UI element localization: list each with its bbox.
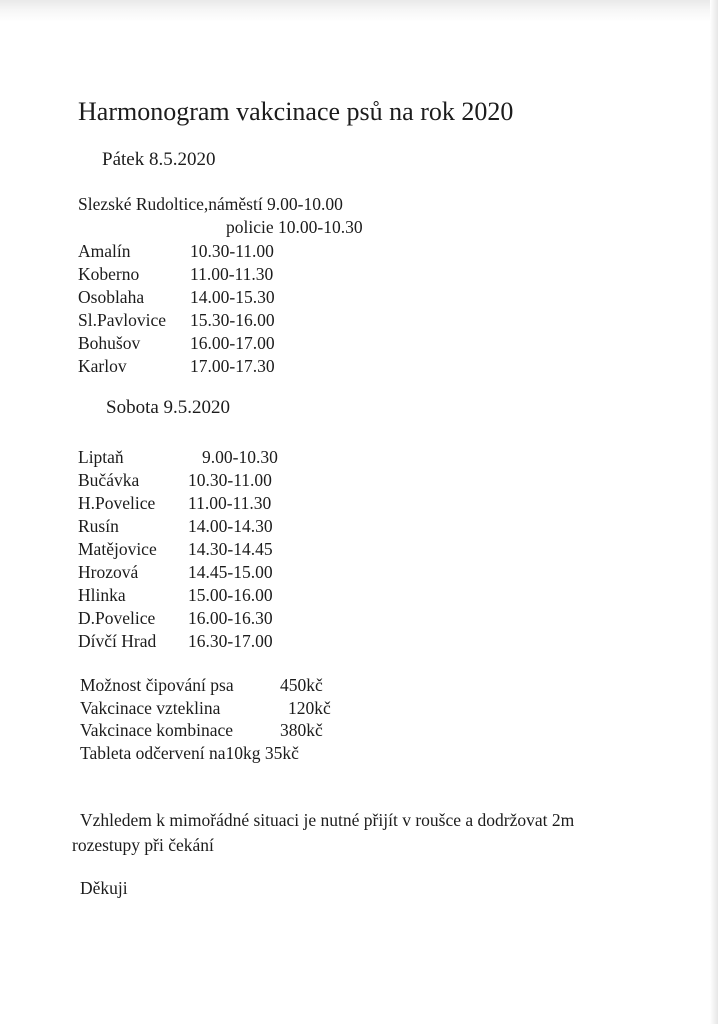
schedule-row — [78, 630, 278, 653]
price-label: Možnost čipování psa — [80, 675, 234, 695]
price-row — [80, 742, 331, 765]
schedule-time: 11.00-11.30 — [188, 493, 272, 513]
schedule-place: Hrozová — [78, 562, 139, 582]
schedule-row — [78, 538, 278, 561]
schedule-row — [78, 286, 275, 309]
schedule-place: Sl.Pavlovice — [78, 310, 166, 330]
schedule-row — [78, 446, 278, 469]
schedule-time: 9.00-10.30 — [202, 447, 278, 467]
schedule-place: Liptaň — [78, 447, 124, 467]
price-row — [80, 674, 331, 697]
schedule-row — [78, 492, 278, 515]
price-label: Tableta odčervení na10kg — [80, 742, 261, 763]
day1-second-line: policie 10.00-10.30 — [226, 217, 363, 237]
schedule-row — [78, 309, 275, 332]
day2-schedule — [78, 446, 278, 653]
notice-paragraph — [72, 808, 672, 858]
schedule-time: 11.00-11.30 — [190, 264, 274, 284]
schedule-row — [78, 263, 275, 286]
price-value: 120kč — [288, 697, 331, 718]
schedule-place: Koberno — [78, 264, 140, 284]
price-value: 450kč — [280, 675, 323, 695]
price-list — [80, 674, 331, 764]
day2-heading: Sobota 9.5.2020 — [106, 397, 231, 418]
schedule-place: H.Povelice — [78, 493, 156, 513]
schedule-place: Rusín — [78, 516, 119, 536]
notice-line: rozestupy při čekání — [72, 835, 214, 855]
price-label: Vakcinace vzteklina — [80, 697, 221, 718]
price-row — [80, 719, 331, 742]
schedule-place: Hlinka — [78, 585, 126, 605]
schedule-time: 10.30-11.00 — [188, 470, 272, 490]
schedule-place: D.Povelice — [78, 608, 156, 628]
schedule-row — [78, 469, 278, 492]
day1-heading: Pátek 8.5.2020 — [102, 149, 216, 170]
schedule-place: Bučávka — [78, 470, 140, 490]
schedule-time: 15.00-16.00 — [188, 585, 273, 605]
price-label: Vakcinace kombinace — [80, 720, 234, 740]
schedule-place: Karlov — [78, 356, 127, 376]
day1-first-line: Slezské Rudoltice,náměstí 9.00-10.00 — [78, 194, 343, 214]
schedule-place: Bohušov — [78, 333, 141, 353]
schedule-row — [78, 240, 275, 263]
schedule-row — [78, 584, 278, 607]
day1-schedule — [78, 240, 275, 378]
schedule-time: 14.00-15.30 — [190, 287, 275, 307]
schedule-place: Matějovice — [78, 539, 157, 559]
schedule-time: 16.00-17.00 — [190, 333, 275, 353]
schedule-time: 15.30-16.00 — [190, 310, 275, 330]
schedule-time: 16.30-17.00 — [188, 631, 273, 651]
price-row — [80, 697, 331, 720]
scan-edge-top — [0, 0, 718, 22]
schedule-place: Osoblaha — [78, 287, 145, 307]
schedule-row — [78, 515, 278, 538]
closing-thanks: Děkuji — [80, 878, 128, 898]
document-title: Harmonogram vakcinace psů na rok 2020 — [78, 97, 514, 126]
price-value: 35kč — [264, 742, 299, 763]
scan-edge-right — [710, 0, 718, 1024]
schedule-time: 14.30-14.45 — [188, 539, 273, 559]
schedule-row — [78, 607, 278, 630]
schedule-time: 14.00-14.30 — [188, 516, 273, 536]
schedule-time: 14.45-15.00 — [188, 562, 273, 582]
schedule-time: 17.00-17.30 — [190, 356, 275, 376]
schedule-place: Amalín — [78, 241, 131, 261]
schedule-row — [78, 355, 275, 378]
schedule-time: 16.00-16.30 — [188, 608, 273, 628]
price-value: 380kč — [280, 720, 323, 740]
schedule-row — [78, 561, 278, 584]
schedule-place: Dívčí Hrad — [78, 631, 157, 651]
schedule-row — [78, 332, 275, 355]
schedule-time: 10.30-11.00 — [190, 241, 274, 261]
notice-line: Vzhledem k mimořádné situaci je nutné přijít v roušce a dodržovat 2m — [80, 810, 575, 830]
